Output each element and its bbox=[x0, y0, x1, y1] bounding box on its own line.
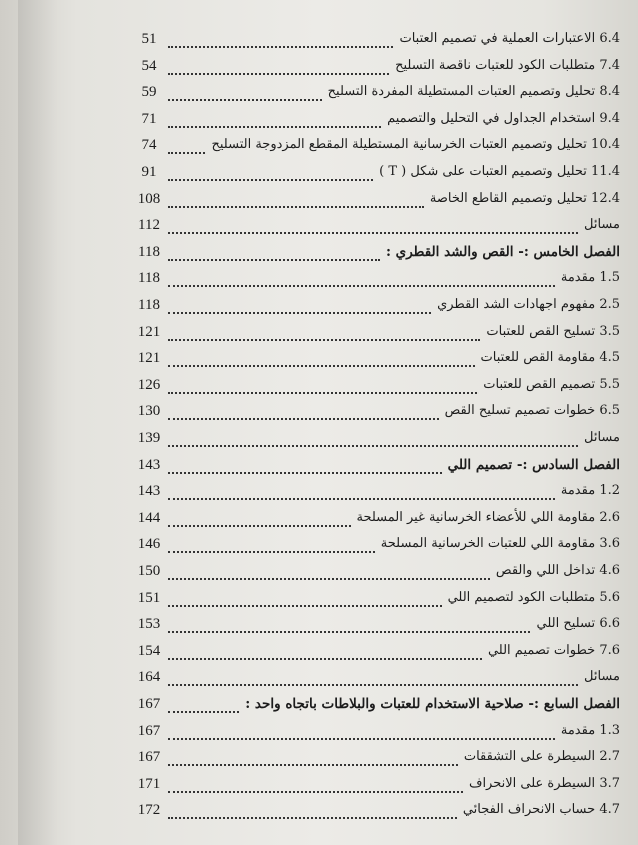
toc-page-number: 126 bbox=[137, 376, 161, 393]
toc-chapter-heading bbox=[0, 241, 638, 263]
toc-page-number: 54 bbox=[141, 57, 157, 74]
chapter-title: الفصل السادس :- تصميم اللي bbox=[447, 456, 620, 473]
toc-page-number: 167 bbox=[137, 722, 161, 739]
toc-entry bbox=[0, 773, 638, 795]
toc-page-number: 59 bbox=[141, 84, 157, 101]
chapter-title: الفصل الخامس :- القص والشد القطري : bbox=[385, 243, 620, 260]
toc-leader-dots bbox=[168, 343, 475, 367]
toc-leader-dots bbox=[168, 769, 463, 793]
toc-page-number: 167 bbox=[137, 749, 161, 766]
toc-entry bbox=[0, 587, 638, 609]
toc-leader-dots bbox=[168, 556, 490, 580]
toc-page-number: 74 bbox=[141, 137, 157, 154]
toc-entry bbox=[0, 214, 638, 236]
section-title: 6.6 تسليح اللي bbox=[536, 616, 620, 632]
toc-entry bbox=[0, 560, 638, 582]
toc-leader-dots bbox=[168, 476, 555, 500]
section-title: 9.4 استخدام الجداول في التحليل والتصميم bbox=[387, 110, 620, 126]
toc-page-number: 130 bbox=[137, 403, 161, 420]
toc-page-number: 153 bbox=[137, 616, 161, 633]
toc-entry bbox=[0, 134, 638, 156]
toc-leader-dots bbox=[168, 77, 322, 101]
toc-leader-dots bbox=[168, 662, 578, 686]
toc-entry bbox=[0, 480, 638, 502]
section-title: 10.4 تحليل وتصميم العتبات الخرسانية المستطيلة المقطع المزدوجة التسليح bbox=[211, 137, 620, 153]
toc-entry bbox=[0, 427, 638, 449]
toc-page-number: 167 bbox=[137, 696, 161, 712]
toc-leader-dots bbox=[168, 104, 381, 128]
toc-page-number: 118 bbox=[138, 243, 160, 260]
toc-entry bbox=[0, 374, 638, 396]
toc-page-number: 118 bbox=[138, 297, 160, 313]
section-title: 1.3 مقدمة bbox=[560, 722, 620, 738]
toc-entry bbox=[0, 55, 638, 77]
toc-page-number: 146 bbox=[137, 536, 161, 553]
toc-entry bbox=[0, 640, 638, 662]
toc-page-number: 151 bbox=[137, 589, 161, 606]
toc-leader-dots bbox=[168, 795, 457, 819]
section-title: 5.6 متطلبات الكود لتصميم اللي bbox=[447, 589, 620, 605]
section-title: 5.5 تصميم القص للعتبات bbox=[483, 376, 620, 392]
toc-leader-dots bbox=[168, 237, 380, 261]
toc-entry bbox=[0, 294, 638, 316]
toc-page-number: 118 bbox=[138, 270, 160, 287]
toc-page-number: 154 bbox=[137, 642, 161, 659]
toc-entry bbox=[0, 108, 638, 130]
toc-entry bbox=[0, 613, 638, 635]
toc-page-number: 171 bbox=[137, 775, 161, 792]
toc-page-number: 108 bbox=[137, 190, 161, 207]
toc-page-number: 144 bbox=[137, 509, 161, 526]
section-title: 3.7 السيطرة على الانحراف bbox=[468, 775, 620, 791]
toc-entry bbox=[0, 720, 638, 742]
toc-entry bbox=[0, 799, 638, 821]
section-title: مسائل bbox=[584, 430, 620, 445]
toc-leader-dots bbox=[168, 263, 555, 287]
toc-leader-dots bbox=[168, 716, 555, 740]
toc-leader-dots bbox=[168, 184, 424, 208]
section-title: 2.6 مقاومة اللي للأعضاء الخرسانية غير المسلحة bbox=[356, 509, 620, 525]
toc-leader-dots bbox=[168, 157, 373, 181]
toc-entry bbox=[0, 746, 638, 768]
toc-page-number: 121 bbox=[137, 350, 161, 367]
toc-page-number: 71 bbox=[141, 110, 157, 127]
section-title: 4.6 تداخل اللي والقص bbox=[495, 563, 620, 578]
toc-leader-dots bbox=[168, 609, 530, 633]
chapter-title: الفصل السابع :- صلاحية الاستخدام للعتبات والبلاطات باتجاه واحد : bbox=[245, 696, 620, 712]
toc-leader-dots bbox=[168, 317, 480, 341]
toc-leader-dots bbox=[168, 210, 578, 234]
toc-page-number: 51 bbox=[141, 31, 157, 47]
section-title: 7.4 متطلبات الكود للعتبات ناقصة التسليح bbox=[395, 57, 620, 73]
section-title: 2.7 السيطرة على التشققات bbox=[463, 749, 620, 765]
toc-page-number: 112 bbox=[138, 217, 160, 234]
toc-entry bbox=[0, 161, 638, 183]
toc-page-number: 121 bbox=[137, 323, 161, 340]
toc-entry bbox=[0, 666, 638, 688]
toc-leader-dots bbox=[168, 370, 477, 394]
toc-page-number: 150 bbox=[137, 563, 161, 579]
toc-leader-dots bbox=[168, 290, 431, 314]
toc-chapter-heading bbox=[0, 693, 638, 715]
section-title: 4.7 حساب الانحراف الفجائي bbox=[462, 802, 620, 818]
section-title: 2.5 مفهوم اجهادات الشد القطري bbox=[437, 297, 620, 312]
section-title: 12.4 تحليل وتصميم القاطع الخاصة bbox=[429, 190, 620, 206]
toc-page-number: 172 bbox=[137, 802, 161, 819]
section-title: مسائل bbox=[584, 669, 620, 685]
section-title: 1.2 مقدمة bbox=[560, 483, 620, 499]
section-title: 1.5 مقدمة bbox=[560, 270, 620, 286]
toc-leader-dots bbox=[168, 130, 205, 154]
section-title: مسائل bbox=[584, 217, 620, 233]
toc-leader-dots bbox=[168, 51, 389, 75]
section-title: 8.4 تحليل وتصميم العتبات المستطيلة المفردة التسليح bbox=[327, 84, 620, 100]
section-title: 11.4 تحليل وتصميم العتبات على شكل ( T ) bbox=[379, 164, 620, 179]
toc-leader-dots bbox=[168, 450, 442, 474]
toc-page-number: 164 bbox=[137, 669, 161, 686]
toc-entry bbox=[0, 81, 638, 103]
toc-leader-dots bbox=[168, 636, 482, 660]
section-title: 7.6 خطوات تصميم اللي bbox=[487, 642, 620, 658]
toc-leader-dots bbox=[168, 24, 393, 48]
toc-entry bbox=[0, 507, 638, 529]
toc-page-number: 143 bbox=[137, 456, 161, 473]
section-title: 4.5 مقاومة القص للعتبات bbox=[480, 350, 620, 366]
section-title: 3.5 تسليح القص للعتبات bbox=[486, 323, 620, 339]
toc-entry bbox=[0, 267, 638, 289]
toc-entry bbox=[0, 533, 638, 555]
toc-page-number: 139 bbox=[137, 430, 161, 446]
toc-chapter-heading bbox=[0, 454, 638, 476]
toc-leader-dots bbox=[168, 503, 351, 527]
toc-entry bbox=[0, 347, 638, 369]
toc-leader-dots bbox=[168, 689, 239, 713]
toc-leader-dots bbox=[168, 396, 439, 420]
toc-leader-dots bbox=[168, 583, 442, 607]
toc-page-number: 143 bbox=[137, 483, 161, 500]
toc-entry bbox=[0, 321, 638, 343]
toc-leader-dots bbox=[168, 742, 458, 766]
toc-entry bbox=[0, 28, 638, 50]
section-title: 6.5 خطوات تصميم تسليح القص bbox=[444, 403, 620, 419]
toc-entry bbox=[0, 400, 638, 422]
section-title: 3.6 مقاومة اللي للعتبات الخرسانية المسلحة bbox=[380, 536, 620, 552]
section-title: 6.4 الاعتبارات العملية في تصميم العتبات bbox=[399, 31, 620, 46]
toc-page-number: 91 bbox=[141, 164, 157, 180]
toc-leader-dots bbox=[168, 423, 578, 447]
toc-leader-dots bbox=[168, 529, 375, 553]
toc-entry bbox=[0, 188, 638, 210]
